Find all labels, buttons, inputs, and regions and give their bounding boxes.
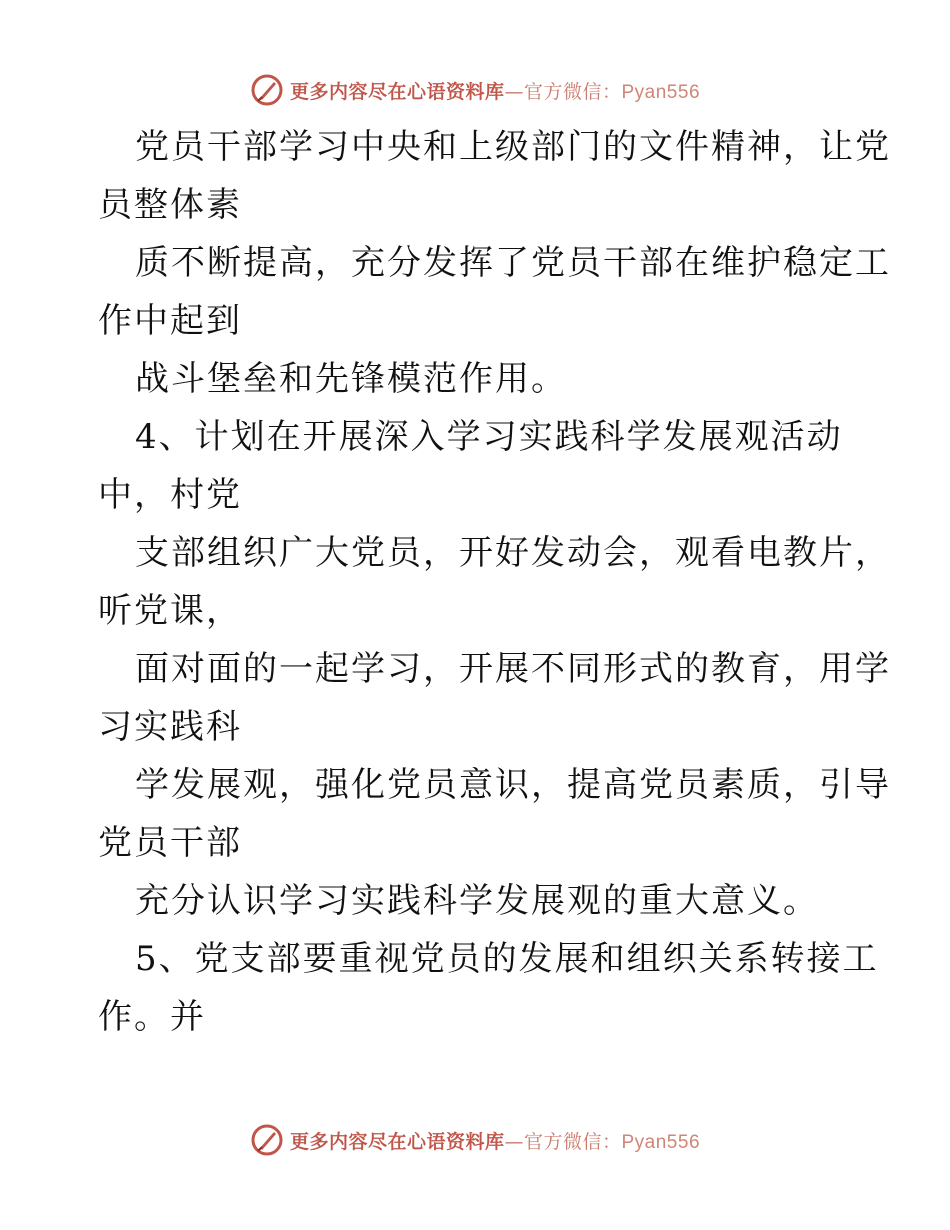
- body-line: 质不断提高，充分发挥了党员干部在维护稳定工: [135, 243, 891, 283]
- quill-pen-circle-icon: [250, 1123, 284, 1157]
- watermark-dash: —: [504, 1130, 524, 1153]
- body-line: 战斗堡垒和先锋模范作用。: [135, 359, 567, 399]
- watermark-dash: —: [504, 80, 524, 103]
- body-line: 面对面的一起学习，开展不同形式的教育，用学: [135, 649, 891, 689]
- watermark-label: 官方微信：: [523, 80, 622, 103]
- body-line: 听党课，: [98, 591, 242, 631]
- watermark-text: [290, 1127, 700, 1154]
- body-line: 支部组织广大党员，开好发动会，观看电教片，: [135, 533, 891, 573]
- footer-watermark: [0, 1120, 950, 1160]
- header-watermark: [0, 70, 950, 110]
- body-line: 4、计划在开展深入学习实践科学发展观活动: [135, 417, 843, 457]
- body-line: 党员干部学习中央和上级部门的文件精神，让党: [135, 127, 891, 167]
- body-line: 员整体素: [98, 185, 242, 225]
- body-line: 充分认识学习实践科学发展观的重大意义。: [135, 881, 819, 921]
- watermark-brand: 更多内容尽在心语资料库: [289, 80, 505, 103]
- watermark-handle: Pyan556: [621, 81, 701, 103]
- watermark-handle: Pyan556: [621, 1131, 701, 1153]
- body-line: 作中起到: [98, 301, 242, 341]
- watermark-label: 官方微信：: [523, 1130, 622, 1153]
- quill-pen-circle-icon: [250, 73, 284, 107]
- body-line: 5、党支部要重视党员的发展和组织关系转接工: [135, 939, 879, 979]
- body-line: 中，村党: [98, 475, 242, 515]
- watermark-brand: 更多内容尽在心语资料库: [289, 1130, 505, 1153]
- document-body: [98, 118, 891, 1046]
- body-line: 学发展观，强化党员意识，提高党员素质，引导: [135, 765, 891, 805]
- body-line: 习实践科: [98, 707, 242, 747]
- body-line: 党员干部: [98, 823, 242, 863]
- body-line: 作。并: [98, 997, 206, 1037]
- watermark-text: [290, 77, 700, 104]
